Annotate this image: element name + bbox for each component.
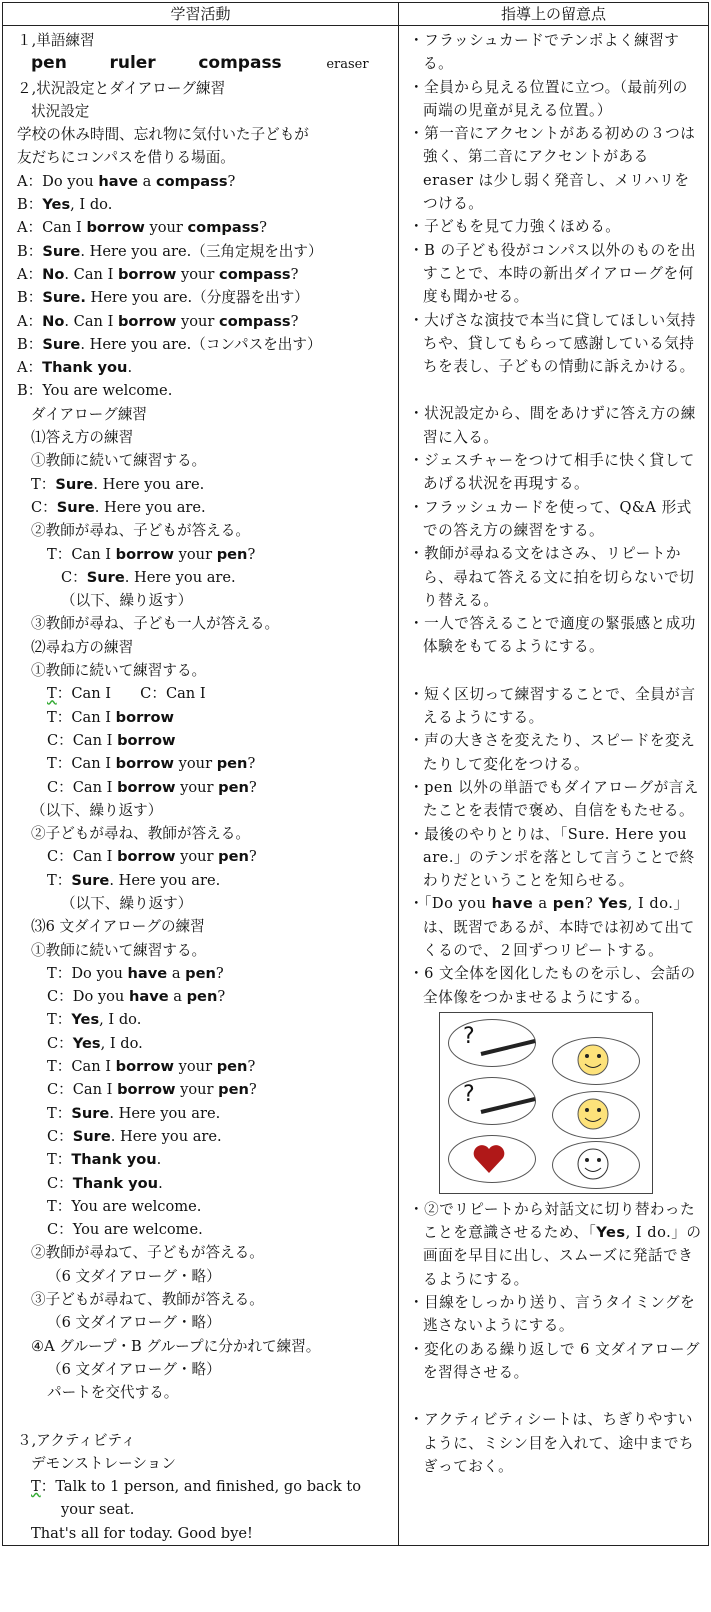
practice-line: T：Thank you. xyxy=(47,1151,162,1169)
header-notes: 指導上の留意点 xyxy=(399,3,709,26)
practice-line: T：You are welcome. xyxy=(47,1197,202,1215)
practice-line: C：Thank you. xyxy=(47,1174,163,1192)
lesson-plan xyxy=(2,2,708,1546)
practice-line: C：Sure. Here you are. xyxy=(31,498,206,516)
demo-title: デモンストレーション xyxy=(31,1454,176,1472)
dialogue-line: A：Do you have a compass? xyxy=(17,172,236,190)
speech-bubble xyxy=(448,1077,536,1125)
practice-line: C：Can I borrow your pen? xyxy=(47,778,257,796)
lesson-table xyxy=(2,2,709,1546)
note: ・目線をしっかり送り、言うタイミングを逃さないようにする。 xyxy=(409,1294,696,1335)
heart-icon xyxy=(471,1141,511,1177)
header-activities: 学習活動 xyxy=(3,3,399,26)
practice-line: T：Sure. Here you are. xyxy=(47,871,221,889)
practice-line: T：Can I borrow xyxy=(47,708,175,726)
note: ・教師が尋ねる文をはさみ、リピートから、尋ねて答える文に拍を切らないで切り替える。 xyxy=(409,545,695,609)
speech-bubble xyxy=(552,1091,640,1139)
speech-bubble xyxy=(552,1037,640,1085)
note: ・アクティビティシートは、ちぎりやすいように、ミシン目を入れて、途中までちぎっておく。 xyxy=(409,1411,695,1475)
practice-line: T：Can I borrow your pen? xyxy=(47,755,256,773)
practice-line: T：Do you have a pen? xyxy=(47,964,224,982)
section-1-title: １,単語練習 xyxy=(17,32,95,49)
section-3-title: ３,アクティビティ xyxy=(17,1431,136,1449)
note: ・フラッシュカードでテンポよく練習する。 xyxy=(409,32,680,73)
practice-step: ②子どもが尋ね、教師が答える。 xyxy=(31,825,250,843)
word-list xyxy=(17,52,396,76)
speech-bubble xyxy=(448,1135,536,1183)
smiley-icon xyxy=(575,1042,615,1078)
notes-cell xyxy=(399,26,709,1546)
smiley-icon xyxy=(575,1096,615,1132)
note: ・短く区切って練習することで、全員が言えるようにする。 xyxy=(409,685,696,727)
practice-line: T：Sure. Here you are. xyxy=(47,1104,221,1122)
note: ・「Do you have a pen? Yes, I do.」は、既習であるが、本時では初めて出てくるので、２回ずつリピートする。 xyxy=(409,895,695,959)
practice-line: C：Do you have a pen? xyxy=(47,988,226,1006)
demo-line: T：Talk to 1 person, and finished, go back to xyxy=(31,1478,362,1496)
dialogue-line: B：Yes, I do. xyxy=(17,196,113,214)
practice-sub: （6 文ダイアローグ・略） xyxy=(47,1360,221,1378)
word-ruler: ruler xyxy=(109,53,156,74)
practice-sub: パートを交代する。 xyxy=(47,1384,179,1402)
note: ・B の子ども役がコンパス以外のものを出すことで、本時の新出ダイアローグを何度も聞かせる。 xyxy=(409,241,697,306)
practice-line: C：Sure. Here you are. xyxy=(47,1127,222,1145)
note: ・ジェスチャーをつけて相手に快く貸してあげる状況を再現する。 xyxy=(409,452,695,493)
note: ・声の大きさを変えたり、スピードを変えたりして変化をつける。 xyxy=(409,732,696,773)
practice-sub: （6 文ダイアローグ・略） xyxy=(47,1314,221,1332)
word-eraser: eraser xyxy=(326,57,369,73)
dialogue-illustration xyxy=(439,1012,653,1194)
pen-icon xyxy=(479,1038,539,1058)
dialogue-practice-title: ダイアローグ練習 xyxy=(31,405,148,423)
note: ・最後のやりとりは､「Sure. Here you are.」のテンポを落として言うことで終わりだということを知らせる。 xyxy=(409,825,695,890)
speech-bubble xyxy=(552,1141,640,1189)
practice-step: ④A グループ・B グループに分かれて練習。 xyxy=(31,1337,321,1355)
note: ・全員から見える位置に立つ。（最前列の両端の児童が見える位置。） xyxy=(409,78,688,119)
word-pen: pen xyxy=(31,53,67,74)
pen-icon xyxy=(479,1096,539,1116)
note: ・②でリピートから対話文に切り替わったことを意識させるため、「Yes, I do.」の画面を早目に出し、スムーズに発話できるようにする。 xyxy=(409,1200,702,1288)
dialogue-line: A：No. Can I borrow your compass? xyxy=(17,265,299,283)
dialogue-line: B：Sure. Here you are.（三角定規を出す） xyxy=(17,242,323,260)
practice-step: ①教師に続いて練習する。 xyxy=(31,941,207,959)
dialogue-line: B：Sure. Here you are.（分度器を出す） xyxy=(17,289,309,307)
note: ・6 文全体を図化したものを示し、会話の全体像をつかませるようにする。 xyxy=(409,965,696,1006)
dialogue-line: B：Sure. Here you are.（コンパスを出す） xyxy=(17,335,322,353)
note: ・変化のある繰り返しで 6 文ダイアローグを習得させる。 xyxy=(409,1340,701,1381)
practice-sub: （6 文ダイアローグ・略） xyxy=(47,1267,221,1285)
practice-line: C：Can I borrow your pen? xyxy=(47,1081,257,1099)
dialogue-line: A：Can I borrow your compass? xyxy=(17,219,267,237)
practice-step: ③子どもが尋ねて、教師が答える。 xyxy=(31,1291,264,1309)
setting-title: 状況設定 xyxy=(31,102,90,120)
question-mark-icon: ? xyxy=(463,1023,475,1049)
note: ・子どもを見て力強くほめる。 xyxy=(409,218,621,236)
practice-line: T：Yes, I do. xyxy=(47,1011,142,1029)
demo-line: That's all for today. Good bye! xyxy=(31,1524,253,1542)
practice-step: ①教師に続いて練習する。 xyxy=(31,662,207,680)
practice-line: C：You are welcome. xyxy=(47,1221,203,1239)
smiley-icon xyxy=(575,1146,615,1182)
demo-line: your seat. xyxy=(61,1501,135,1519)
repeat-note: （以下、繰り返す） xyxy=(61,894,193,912)
question-mark-icon: ? xyxy=(463,1081,475,1107)
note: ・状況設定から、間をあけずに答え方の練習に入る。 xyxy=(409,405,696,446)
section-2-title: ２,状況設定とダイアローグ練習 xyxy=(17,79,226,97)
setting-line-2: 友だちにコンパスを借りる場面。 xyxy=(17,149,235,167)
practice-line: C：Can I borrow xyxy=(47,731,176,749)
practice-1-title: ⑴答え方の練習 xyxy=(31,429,134,447)
repeat-note: （以下、繰り返す） xyxy=(61,592,193,610)
dialogue-line: A：No. Can I borrow your compass? xyxy=(17,312,299,330)
practice-step: ②教師が尋ね、子どもが答える。 xyxy=(31,522,250,540)
setting-line-1: 学校の休み時間、忘れ物に気付いた子どもが xyxy=(17,126,309,144)
note: ・pen 以外の単語でもダイアローグが言えたことを表情で褒め、自信をもたせる。 xyxy=(409,778,699,820)
note: ・一人で答えることで適度の緊張感と成功体験をもてるようにする。 xyxy=(409,615,696,656)
practice-line: C：Yes, I do. xyxy=(47,1034,143,1052)
dialogue-line: B：You are welcome. xyxy=(17,382,173,400)
practice-line: T：Can I borrow your pen? xyxy=(47,1058,256,1076)
practice-step: ③教師が尋ね、子ども一人が答える。 xyxy=(31,615,280,633)
dialogue-line: A：Thank you. xyxy=(17,359,133,377)
note: ・フラッシュカードを使って、Q&A 形式での答え方の練習をする。 xyxy=(409,498,692,539)
word-compass: compass xyxy=(198,53,282,74)
practice-line: C：Sure. Here you are. xyxy=(61,568,236,586)
practice-2-title: ⑵尋ね方の練習 xyxy=(31,638,134,656)
activities-cell xyxy=(3,26,399,1546)
practice-line: C：Can I borrow your pen? xyxy=(47,848,257,866)
practice-3-title: ⑶6 文ダイアローグの練習 xyxy=(31,918,205,936)
note: ・第一音にアクセントがある初めの３つは強く、第二音にアクセントがある eraser は少し弱く発音し、メリハリをつける。 xyxy=(409,125,696,213)
speech-bubble xyxy=(448,1019,536,1067)
practice-line: T：Sure. Here you are. xyxy=(31,475,205,493)
practice-line: T：Can I borrow your pen? xyxy=(47,545,256,563)
practice-step: ②教師が尋ねて、子どもが答える。 xyxy=(31,1244,264,1262)
practice-step: ①教師に続いて練習する。 xyxy=(31,452,207,470)
note: ・大げさな演技で本当に貸してほしい気持ちや、貸してもらって感謝している気持ちを表し、子どもの情動に訴えかける。 xyxy=(409,311,696,376)
practice-line: T：Can I C：Can I xyxy=(47,685,206,703)
repeat-note: （以下、繰り返す） xyxy=(31,801,163,819)
